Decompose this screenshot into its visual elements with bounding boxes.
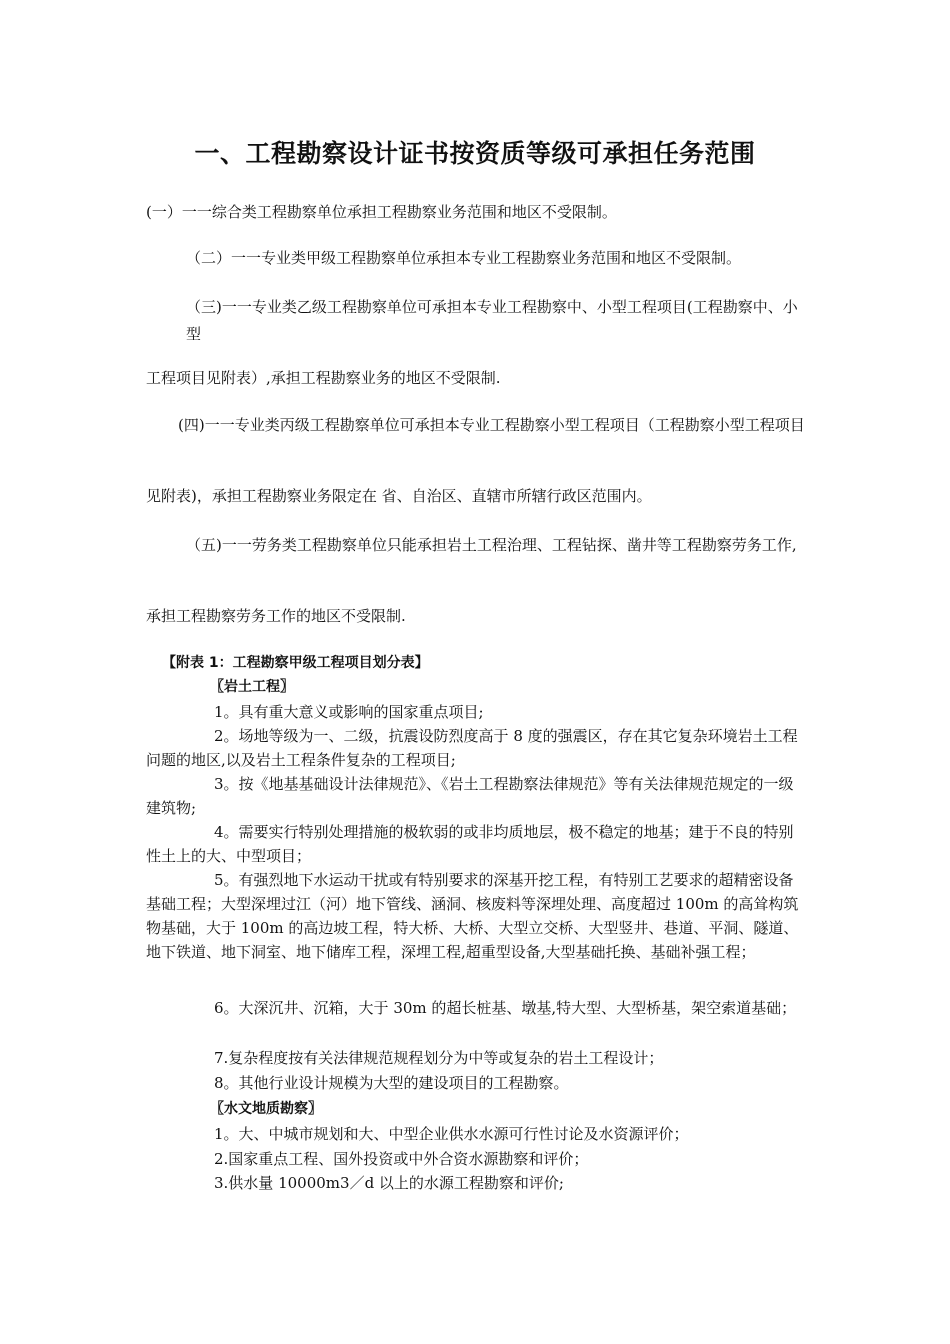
hydrogeology-item-1: 1。大、中城市规划和大、中型企业供水水源可行性讨论及水资源评价； [214,1125,689,1143]
geotechnical-heading: 〖岩土工程〗 [210,679,294,695]
geotechnical-item-5: 5。有强烈地下水运动干扰或有特别要求的深基开挖工程，有特别工艺要求的超精密设备基础工程；大型深埋过江（河）地下管线、涵洞、核废料等深埋处理、高度超过 100m 的高耸构筑物基础，大于 100m 的高边坡工程，特大桥、大桥、大型立交桥、大型竖井、巷道、平洞、隧道、地下铁道、地下洞室、地下储库工程，深埋工程,超重型设备,大型基础托换、基础补强工程； [146,871,799,961]
geotechnical-item-7: 7.复杂程度按有关法律规范规程划分为中等或复杂的岩土工程设计； [214,1049,664,1067]
geotechnical-item-3: 3。按《地基基础设计法律规范》、《岩土工程勘察法律规范》等有关法律规范规定的一级建筑物; [146,775,794,817]
scope-paragraph-5: （五)一一劳务类工程勘察单位只能承担岩土工程治理、工程钻探、凿井等工程勘察劳务工作, [186,536,797,554]
page-title: 一、工程勘察设计证书按资质等级可承担任务范围 [194,139,756,168]
geotechnical-item-4: 4。需要实行特别处理措施的极软弱的或非均质地层，极不稳定的地基；建于不良的特别性土上的大、中型项目； [146,823,794,865]
scope-paragraph-3: （三)一一专业类乙级工程勘察单位可承担本专业工程勘察中、小型工程项目(工程勘察中、小型 [186,298,798,343]
geotechnical-item-1: 1。具有重大意义或影响的国家重点项目; [214,703,484,721]
geotechnical-item-2: 2。场地等级为一、二级，抗震设防烈度高于 8 度的强震区，存在其它复杂环境岩土工程问题的地区,以及岩土工程条件复杂的工程项目; [146,727,798,769]
hydrogeology-item-3: 3.供水量 10000m3／d 以上的水源工程勘察和评价; [214,1174,564,1192]
scope-paragraph-4: (四)一一专业类丙级工程勘察单位可承担本专业工程勘察小型工程项目（工程勘察小型工程项目 [178,416,805,434]
scope-paragraph-5-continued: 承担工程勘察劳务工作的地区不受限制. [146,607,406,625]
scope-paragraph-1: (一）一一综合类工程勘察单位承担工程勘察业务范围和地区不受限制。 [146,203,617,221]
hydrogeology-heading: 〖水文地质勘察〗 [210,1101,322,1117]
annex-heading: 【附表 1：工程勘察甲级工程项目划分表】 [162,655,429,671]
geotechnical-item-8: 8。其他行业设计规模为大型的建设项目的工程勘察。 [214,1074,569,1092]
scope-paragraph-3-continued: 工程项目见附表）,承担工程勘察业务的地区不受限制. [146,369,501,387]
scope-paragraph-4-continued: 见附表)，承担工程勘察业务限定在 省、自治区、直辖市所辖行政区范围内。 [146,487,652,505]
hydrogeology-item-2: 2.国家重点工程、国外投资或中外合资水源勘察和评价； [214,1150,589,1168]
scope-paragraph-2: （二）一一专业类甲级工程勘察单位承担本专业工程勘察业务范围和地区不受限制。 [186,249,742,267]
geotechnical-item-6: 6。大深沉井、沉箱，大于 30m 的超长桩基、墩基,特大型、大型桥基，架空索道基础； [214,999,797,1017]
